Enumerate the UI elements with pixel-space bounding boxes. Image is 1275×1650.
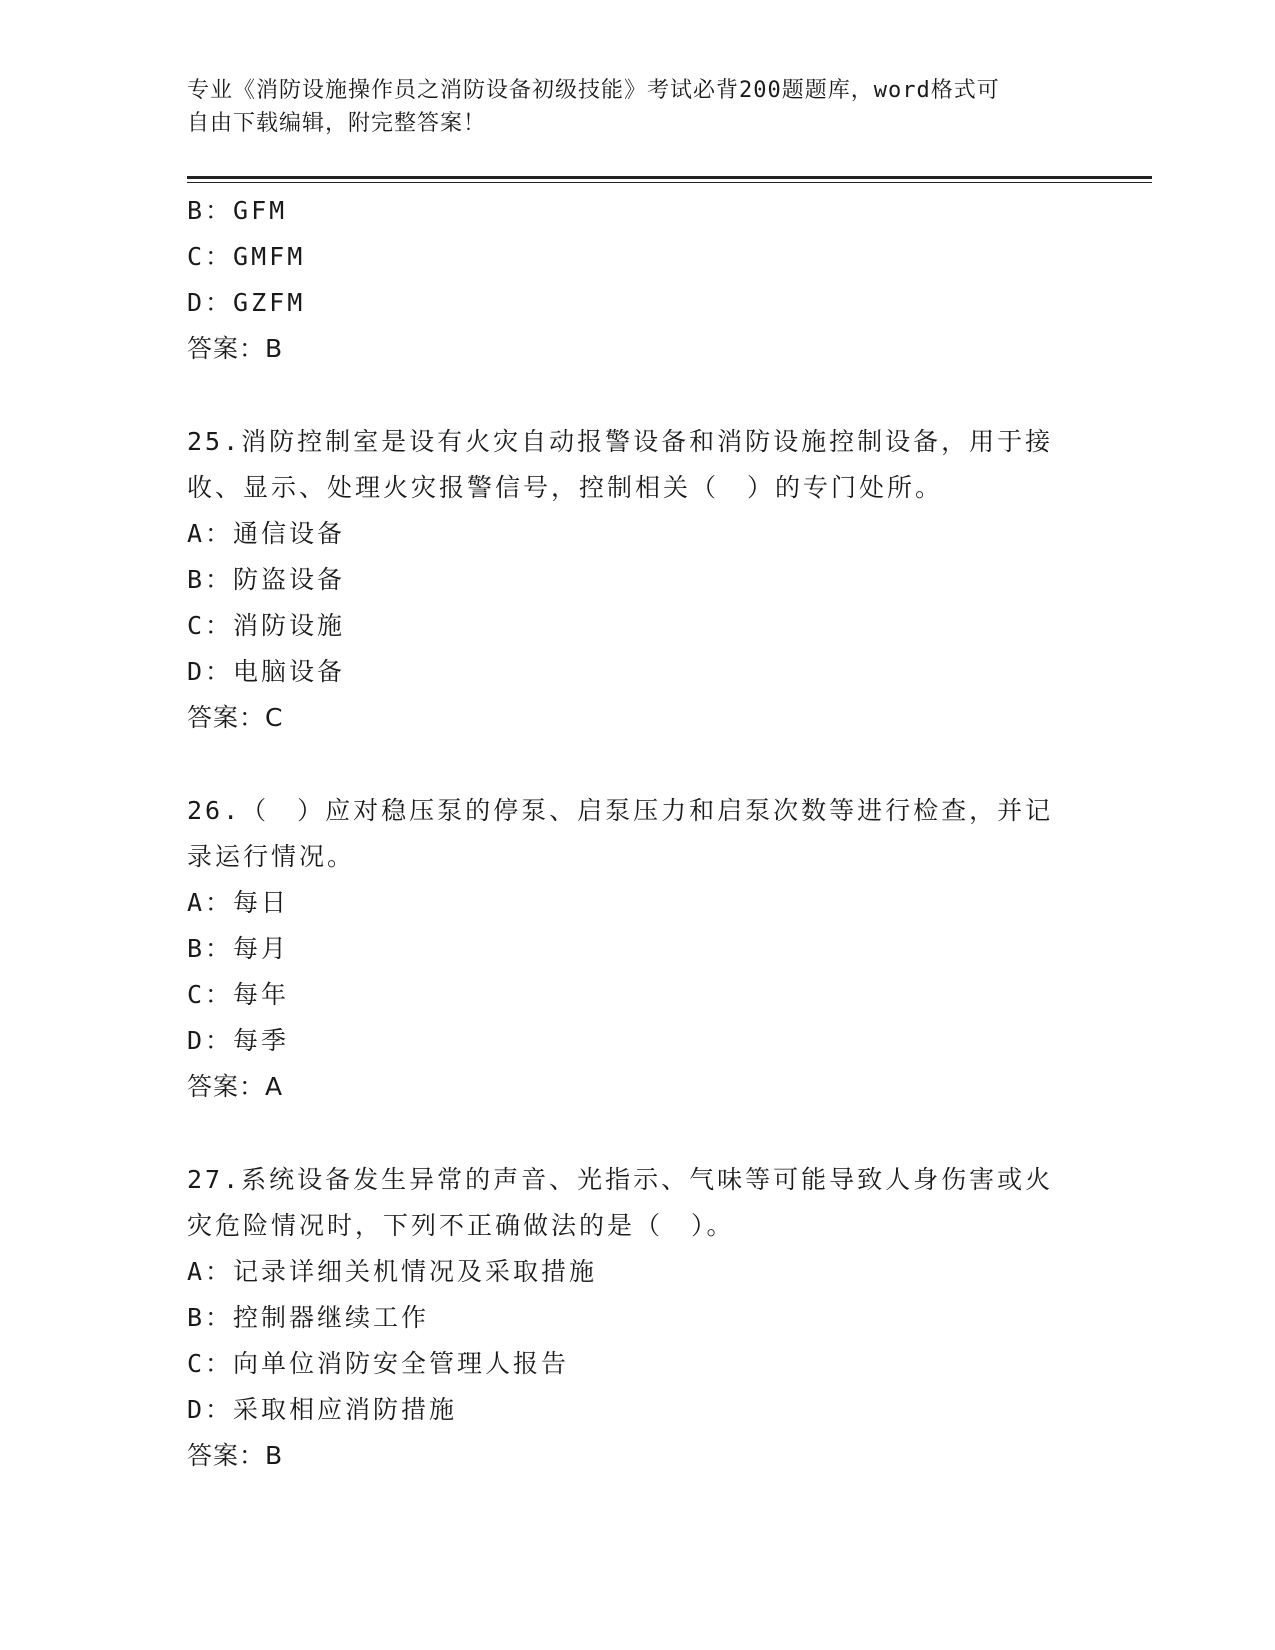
question-block-26 <box>187 788 1117 1110</box>
question-stem-line: 录运行情况。 <box>187 842 356 871</box>
option-b: B：防盗设备 <box>187 565 346 594</box>
question-stem-line: 27.系统设备发生异常的声音、光指示、气味等可能导致人身伤害或火 <box>187 1165 1054 1194</box>
option-c: C：向单位消防安全管理人报告 <box>187 1349 570 1378</box>
header-line-1: 专业《消防设施操作员之消防设备初级技能》考试必背200题题库，word格式可 <box>187 78 1000 103</box>
answer-line: 答案：A <box>187 1072 284 1101</box>
question-block-previous <box>187 188 1117 372</box>
document-body <box>187 188 1117 1479</box>
question-stem-line: 25.消防控制室是设有火灾自动报警设备和消防设施控制设备，用于接 <box>187 427 1054 456</box>
option-c: C：每年 <box>187 980 290 1009</box>
option-d: D：GZFM <box>187 288 306 317</box>
option-d: D：电脑设备 <box>187 657 346 686</box>
option-c: C：GMFM <box>187 242 306 271</box>
option-b: B：GFM <box>187 196 288 225</box>
option-d: D：采取相应消防措施 <box>187 1395 458 1424</box>
question-stem-line: 灾危险情况时，下列不正确做法的是（ ）。 <box>187 1211 735 1240</box>
answer-line: 答案：B <box>187 1441 284 1470</box>
question-block-27 <box>187 1157 1117 1479</box>
option-d: D：每季 <box>187 1026 290 1055</box>
question-block-25 <box>187 419 1117 741</box>
answer-line: 答案：B <box>187 334 284 363</box>
header-line-2: 自由下载编辑，附完整答案！ <box>187 111 487 136</box>
question-stem-line: 收、显示、处理火灾报警信号，控制相关（ ）的专门处所。 <box>187 473 944 502</box>
option-a: A：每日 <box>187 888 290 917</box>
document-header <box>187 74 1067 140</box>
option-b: B：控制器继续工作 <box>187 1303 430 1332</box>
option-c: C：消防设施 <box>187 611 346 640</box>
answer-line: 答案：C <box>187 703 284 732</box>
option-a: A：通信设备 <box>187 519 346 548</box>
option-b: B：每月 <box>187 934 290 963</box>
question-stem-line: 26.（ ）应对稳压泵的停泵、启泵压力和启泵次数等进行检查，并记 <box>187 796 1054 825</box>
header-divider-thin <box>187 182 1152 183</box>
option-a: A：记录详细关机情况及采取措施 <box>187 1257 598 1286</box>
header-divider-thick <box>187 176 1152 179</box>
